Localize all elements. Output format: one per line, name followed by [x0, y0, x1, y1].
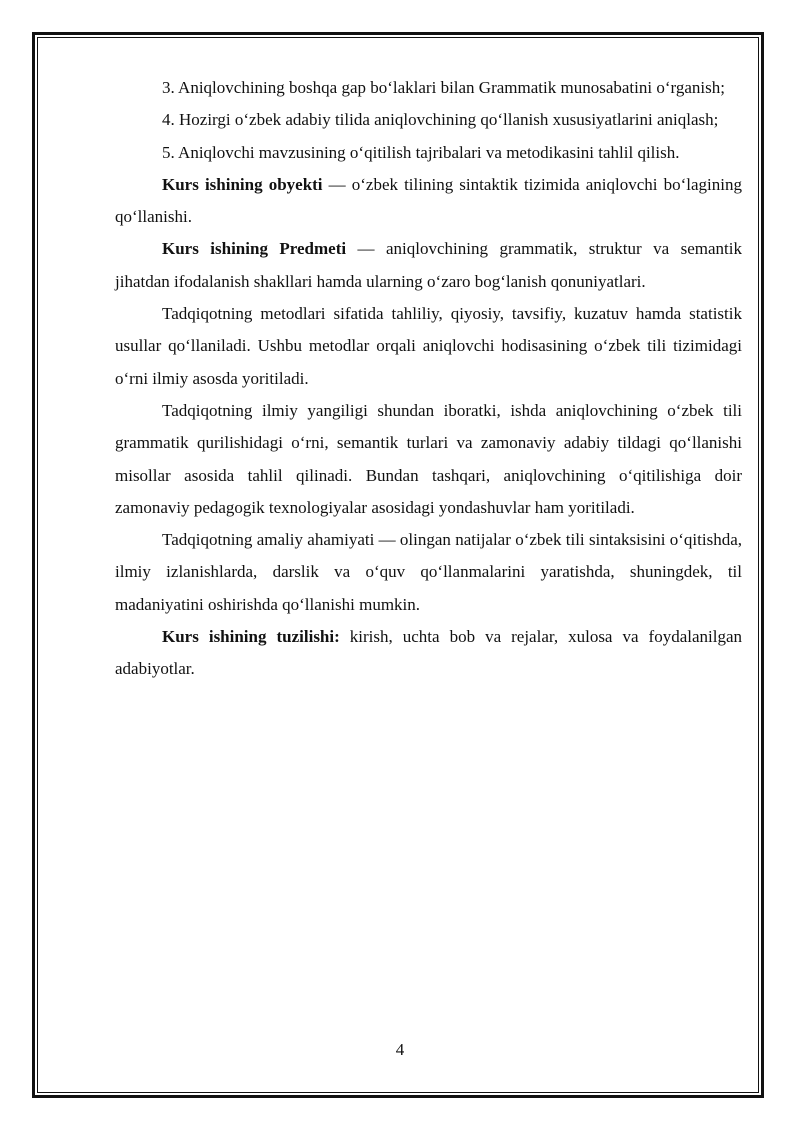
paragraph-text: — o‘zbek tilining sintaktik tizimida aniqlovchi bo‘lagining qo‘llanishi.: [115, 174, 743, 227]
paragraph-text: 5. Aniqlovchi mavzusining o‘qitilish tajribalari va metodikasini tahlil qilish.: [162, 142, 680, 162]
paragraph-subject: [115, 233, 742, 298]
paragraph-text: — aniqlovchining grammatik, struktur va semantik jihatdan ifodalanish shakllari hamda ularning o‘zaro bog‘lanish qonuniyatlari.: [115, 239, 742, 291]
paragraph-goal-4: [115, 104, 742, 136]
paragraph-text: 4. Hozirgi o‘zbek adabiy tilida aniqlovchining qo‘llanish xususiyatlarini aniqlash;: [162, 110, 719, 130]
paragraph-object: [115, 169, 742, 234]
paragraph-text: Tadqiqotning ilmiy yangiligi shundan iboratki, ishda aniqlovchining o‘zbek tili grammatik qurilishidagi o‘rni, semantik turlari va zamonaviy adabiy tildagi qo‘llanishi misollar asosida tahlil qilinadi. Bundan tashqari, aniqlovchining o‘qitilishiga doir zamonaviy pedagogik texnologiyalar asosidagi yondashuvlar ham yoritiladi.: [115, 400, 742, 517]
paragraph-text: Tadqiqotning amaliy ahamiyati — olingan natijalar o‘zbek tili sintaksisini o‘qitishda, ilmiy izlanishlarda, darslik va o‘quv qo‘llanmalarini yaratishda, shuningdek, til madaniyatini oshirishda qo‘llanishi mumkin.: [115, 530, 742, 614]
paragraph-text: Tadqiqotning metodlari sifatida tahliliy, qiyosiy, tavsifiy, kuzatuv hamda statistik usullar qo‘llaniladi. Ushbu metodlar orqali aniqlovchi hodisasining o‘zbek tili tizimidagi o‘rni ilmiy asosda yoritiladi.: [115, 304, 742, 388]
paragraph-text: 3. Aniqlovchining boshqa gap bo‘laklari bilan Grammatik munosabatini o‘rganish;: [162, 78, 725, 97]
paragraph-practical-value: [115, 524, 742, 621]
paragraph-methods: [115, 298, 742, 395]
paragraph-novelty: [115, 395, 742, 524]
paragraph-text: kirish, uchta bob va rejalar, xulosa va foydalanilgan adabiyotlar.: [115, 627, 742, 679]
paragraph-structure: [115, 621, 742, 686]
paragraph-goal-5: [115, 137, 742, 169]
paragraph-bold-lead: Kurs ishining obyekti: [162, 174, 323, 194]
page-number: 4: [395, 1040, 405, 1059]
document-body: [115, 72, 742, 686]
paragraph-bold-lead: Kurs ishining tuzilishi:: [162, 627, 340, 647]
paragraph-goal-3: [115, 72, 742, 104]
paragraph-bold-lead: Kurs ishining Predmeti: [162, 239, 347, 259]
